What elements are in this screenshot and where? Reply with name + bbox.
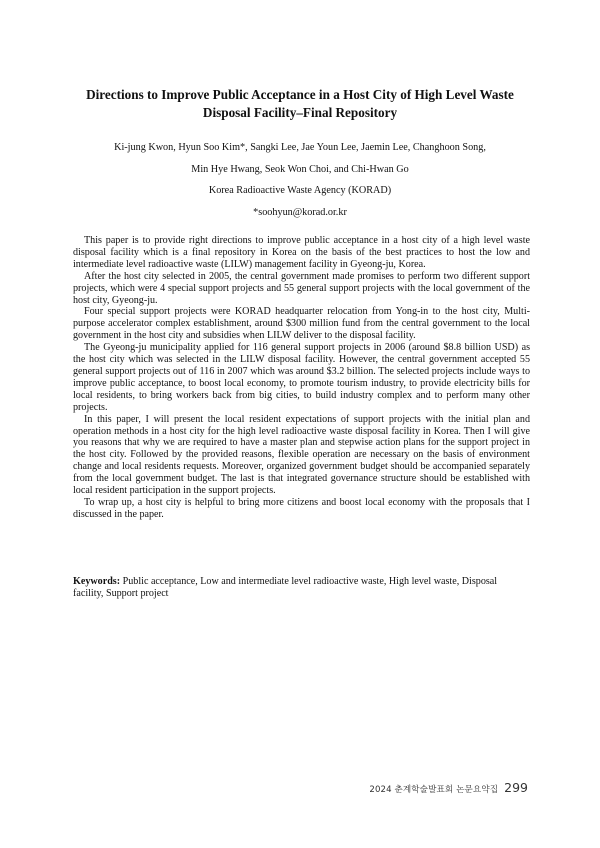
abstract-paragraph: The Gyeong-ju municipality applied for 116 general support projects in 2006 (around $8.8 billion USD) as the host city which was selected in the LILW disposal facility. However, the central government accepted 55 general support projects out of 116 in 2007 which was around $3.2 billion. The selected projects include ways to improve public acceptance, to boost local economy, to promote tourism industry, to provide electricity bills for local residents, to bring workers back from big cities, to build industry complex and to perform many other projects.	[73, 342, 530, 413]
authors-line-1: Ki-jung Kwon, Hyun Soo Kim*, Sangki Lee, Jae Youn Lee, Jaemin Lee, Changhoon Song,	[114, 142, 486, 153]
authors-line-2: Min Hye Hwang, Seok Won Choi, and Chi-Hwan Go	[191, 163, 409, 175]
title-line-2: Disposal Facility–Final Repository	[202, 105, 398, 120]
abstract-paragraph: After the host city selected in 2005, the central government made promises to perform two different support projects, which were 4 special support projects and 55 general support projects with the local government of the host city, Gyeong-ju.	[73, 270, 530, 306]
conference-name: 2024 춘계학술발표회 논문요약집	[369, 785, 499, 795]
keywords-text: Public acceptance, Low and intermediate level radioactive waste, High level waste, Disposal facility, Support project	[73, 576, 498, 599]
author-block	[60, 137, 540, 223]
abstract-paragraph: This paper is to provide right directions to improve public acceptance in a host city of a high level waste disposal facility which is a final repository in Korea on the basis of the best practices to host the low and intermediate level radioactive waste (LILW) management facility in Gyeong-ju, Korea.	[73, 235, 530, 270]
title-line-1: Directions to Improve Public Acceptance in a Host City of High Level Waste	[86, 87, 514, 102]
abstract-paragraph: Four special support projects were KORAD headquarter relocation from Yong-in to the host city, Multi-purpose accelerator complex establishment, around $300 million fund from the central government to the local government in the host city and subsidies when LILW deliver to the disposal facility.	[73, 306, 530, 342]
keywords-label: Keywords:	[73, 576, 121, 587]
paper-title	[60, 86, 540, 122]
abstract-body	[73, 235, 530, 521]
abstract-paragraph: To wrap up, a host city is helpful to bring more citizens and boost local economy with the proposals that I discussed in the paper.	[73, 496, 530, 520]
abstract-paragraph: In this paper, I will present the local resident expectations of support projects with the initial plan and operation methods in a host city for the high level radioactive waste disposal facility in Korea. Then I will give you reasons that why we are required to have a master plan and stepwise action plans for the support project in the host city. Followed by the provided reasons, flexible operation are necessary on the basis of environment change and local residents requests. Moreover, organized government budget should be accompanied separately from the local government budget. The last is that integrated governance structure should be established with local resident participation in the support projects.	[73, 413, 530, 497]
affiliation: Korea Radioactive Waste Agency (KORAD)	[208, 185, 392, 196]
keywords	[73, 576, 530, 600]
corresponding-email: *soohyun@korad.or.kr	[253, 206, 347, 218]
page-number: 299	[504, 780, 528, 795]
page-footer	[369, 780, 528, 795]
